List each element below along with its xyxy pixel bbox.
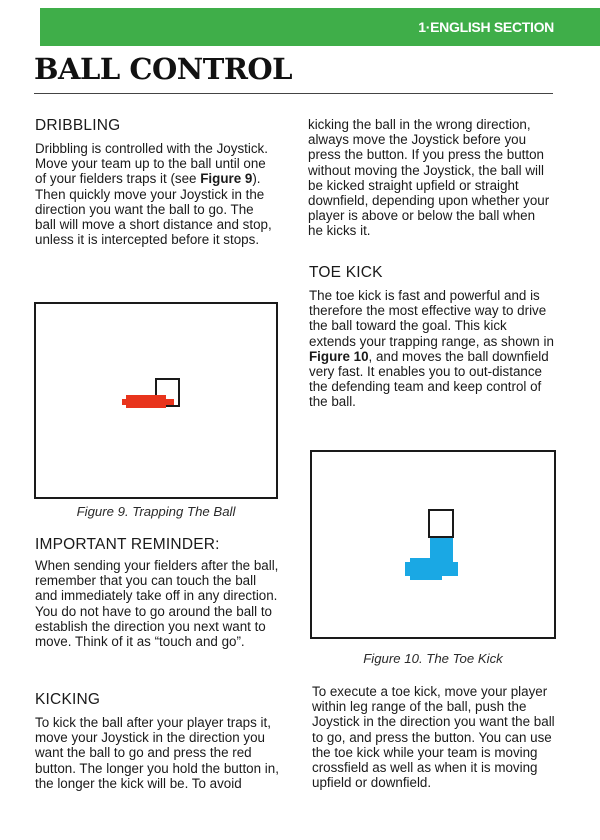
toe-kick-heading: TOE KICK: [309, 264, 383, 281]
dribbling-text-part: ). Then quickly move your Joystick in the direction you want the ball to go. The ball will move a short distance and stop, unless it is intercepted before it stops.: [35, 171, 272, 248]
kicking-text-continued: kicking the ball in the wrong direction, always move the Joystick before you press the button. If you press the button without moving the Joystick, the ball will be kicked straight upfield or straight downfield, depending upon whether your player is above or below the ball when he kicks it.: [308, 117, 550, 239]
figure-10-illustration: [310, 450, 556, 639]
ball-outline: [429, 510, 453, 537]
section-label: 1·ENGLISH SECTION: [418, 19, 554, 35]
figure-9-graphic: [36, 304, 276, 497]
toe-kick-instructions: To execute a toe kick, move your player within leg range of the ball, push the Joystick in the direction you want the ball to go, and press the button. You can use the toe kick while your team is moving crossfield as well as when it is moving upfield or downfield.: [312, 684, 555, 791]
title-divider: [34, 93, 553, 94]
section-header-band: [40, 8, 600, 46]
page-title: BALL CONTROL: [34, 52, 293, 86]
reminder-heading: IMPORTANT REMINDER:: [35, 536, 220, 553]
toe-kick-text: [309, 288, 555, 410]
blue-player-leg: [410, 558, 442, 580]
blue-player-foot-left: [405, 562, 411, 576]
blue-player-foot-right: [452, 562, 458, 576]
dribbling-heading: DRIBBLING: [35, 117, 121, 134]
figure-9-illustration: [34, 302, 278, 499]
toe-kick-text-part: , and moves the ball downfield very fast. It enables you to out-distance the defending team and keep control of the ball.: [309, 348, 549, 410]
figure-10-reference: Figure 10: [309, 348, 369, 364]
dribbling-text: [35, 141, 275, 247]
toe-kick-text-part: The toe kick is fast and powerful and is therefore the most effective way to drive the ball toward the goal. This kick extends your trapping range, as shown in: [309, 288, 554, 349]
kicking-heading: KICKING: [35, 691, 101, 708]
red-player-legs: [122, 399, 174, 405]
dribbling-text-part: Dribbling is controlled with the Joystick. Move your team up to the ball until one of your fielders traps it (see: [35, 141, 268, 187]
figure-10-graphic: [312, 452, 554, 637]
kicking-text: To kick the ball after your player traps it, move your Joystick in the direction you want the ball to go and press the red button. The longer you hold the button in, the longer the kick will be. To avoid: [35, 715, 279, 791]
reminder-text: When sending your fielders after the ball, remember that you can touch the ball and immediately take off in any direction. You do not have to go around the ball to establish the direction you next want to move. Think of it as “touch and go”.: [35, 558, 279, 650]
figure-10-caption: Figure 10. The Toe Kick: [363, 651, 503, 666]
figure-9-reference: Figure 9: [200, 171, 253, 187]
figure-9-caption: Figure 9. Trapping The Ball: [76, 504, 236, 519]
